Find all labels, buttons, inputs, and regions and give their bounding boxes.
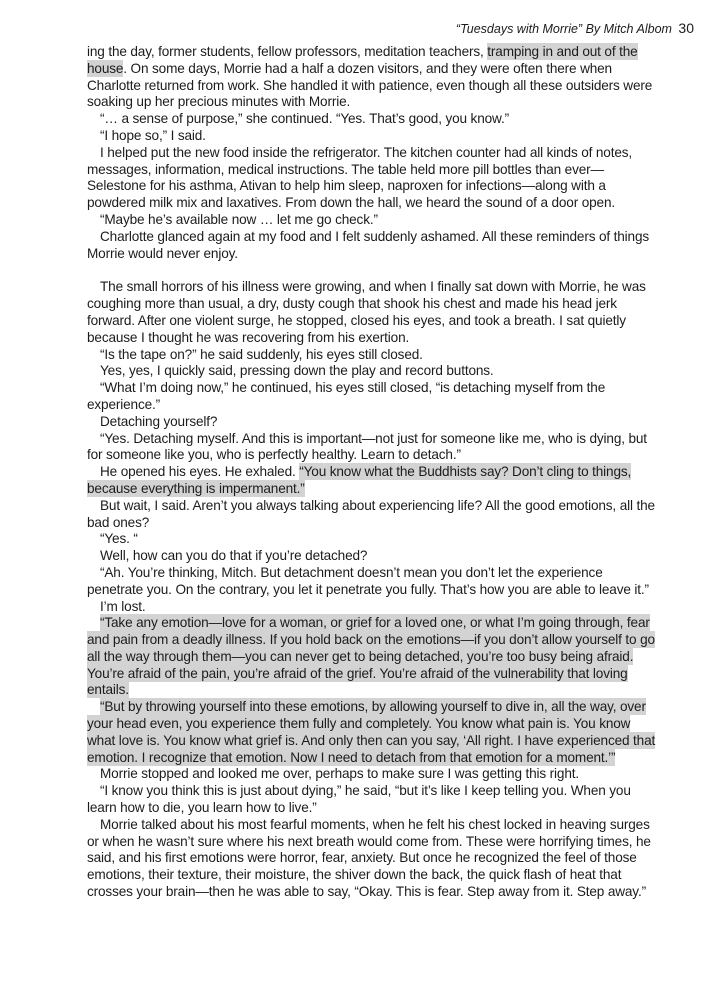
text-run: “Maybe he’s available now … let me go check.” <box>100 211 378 227</box>
paragraph <box>87 111 662 128</box>
highlighted-text[interactable]: tramping in and out of the house <box>87 44 638 76</box>
text-run: “Ah. You’re thinking, Mitch. But detachment doesn’t mean you don’t let the experience penetrate you. On the contrary, you let it penetrate you fully. That’s how you are able to leave it.” <box>87 564 649 597</box>
highlighted-text[interactable]: “You know what the Buddhists say? Don’t cling to things, because everything is impermanent.” <box>87 464 632 496</box>
paragraph <box>87 531 662 548</box>
paragraph <box>87 783 662 817</box>
text-run: “Is the tape on?” he said suddenly, his eyes still closed. <box>100 346 423 362</box>
body-text <box>87 44 662 901</box>
text-run: Detaching yourself? <box>100 413 218 429</box>
paragraph <box>87 229 662 263</box>
paragraph <box>87 599 662 616</box>
running-header <box>456 19 694 38</box>
text-run: “What I’m doing now,” he continued, his eyes still closed, “is detaching myself from the experience.” <box>87 380 606 412</box>
text-run: But wait, I said. Aren’t you always talking about experiencing life? All the good emotions, all the bad ones? <box>87 497 655 530</box>
paragraph <box>87 817 662 901</box>
book-title: “Tuesdays with Morrie” By Mitch Albom <box>455 22 672 36</box>
text-run: “I know you think this is just about dying,” he said, “but it’s like I keep telling you. When you learn how to die, you learn how to live.” <box>87 783 631 816</box>
highlighted-text[interactable]: “But by throwing yourself into these emotions, by allowing yourself to dive in, all the way, over your head even, you experience them fully and completely. You know what pain is. You know what love is. You know what grief is. And only then can you say, ‘All right. I have experienced that emotion. I recognize that emotion. Now I need to detach from that emotion for a moment.’” <box>87 699 656 765</box>
paragraph <box>87 347 662 364</box>
text-run: Morrie talked about his most fearful moments, when he felt his chest locked in heaving surges or when he wasn’t sure where his next breath would come from. These were horrifying times, he said, and his first emotions were horror, fear, anxiety. But once he recognized the feel of those emotions, their texture, their moisture, the shiver down the back, the quick flash of heat that crosses your brain—then he was able to say, “Okay. This is fear. Step away from it. Step away.” <box>87 816 651 900</box>
text-run: “Yes. Detaching myself. And this is important—not just for someone like me, who is dying, but for someone like you, who is perfectly healthy. Learn to detach.” <box>87 430 647 463</box>
text-run: “Yes. “ <box>100 531 138 547</box>
paragraph <box>87 498 662 532</box>
text-run: ing the day, former students, fellow professors, meditation teachers, <box>87 44 488 59</box>
paragraph <box>87 414 662 431</box>
paragraph <box>87 128 662 145</box>
paragraph <box>87 212 662 229</box>
paragraph <box>87 431 662 465</box>
text-run: I helped put the new food inside the refrigerator. The kitchen counter had all kinds of notes, messages, information, medical instructions. The table held more pill bottles than ever—Selestone for his asthma, Ativan to help him sleep, naproxen for infections—along with a powdered milk mix and laxatives. From down the hall, we heard the sound of a door open. <box>87 144 633 211</box>
text-run: Morrie stopped and looked me over, perhaps to make sure I was getting this right. <box>100 766 579 782</box>
text-run: The small horrors of his illness were growing, and when I finally sat down with Morrie, he was coughing more than usual, a dry, dusty cough that shook his chest and made his head jerk forward. After one violent surge, he stopped, closed his eyes, and took a breath. I sat quietly because I thought he was recovering from his exertion. <box>87 279 646 345</box>
paragraph <box>87 565 662 599</box>
paragraph <box>87 464 662 498</box>
text-run: He opened his eyes. He exhaled. <box>100 464 300 480</box>
highlighted-text[interactable]: “Take any emotion—love for a woman, or grief for a loved one, or what I’m going through, fear and pain from a deadly illness. If you hold back on the emotions—if you don’t allow yourself to go all the way through them—you can never get to being detached, you’re too busy being afraid. You’re afraid of the pain, you’re afraid of the grief. You’re afraid of the vulnerability that loving entails. <box>87 615 655 698</box>
paragraph <box>87 145 662 212</box>
paragraph <box>87 44 662 111</box>
text-run: Charlotte glanced again at my food and I felt suddenly ashamed. All these reminders of things Morrie would never enjoy. <box>87 228 650 261</box>
paragraph <box>87 699 662 766</box>
text-run: “… a sense of purpose,” she continued. “Yes. That’s good, you know.” <box>100 111 509 127</box>
paragraph <box>87 380 662 414</box>
text-run: Yes, yes, I quickly said, pressing down the play and record buttons. <box>100 363 494 379</box>
text-run: Well, how can you do that if you’re detached? <box>100 548 368 564</box>
paragraph <box>87 363 662 380</box>
paragraph <box>87 615 662 699</box>
paragraph <box>87 548 662 565</box>
paragraph <box>87 279 662 346</box>
text-run: “I hope so,” I said. <box>100 127 206 143</box>
page-number: 30 <box>678 20 694 36</box>
paragraph <box>87 766 662 783</box>
text-run: I’m lost. <box>100 598 146 614</box>
text-run: . On some days, Morrie had a half a dozen visitors, and they were often there when Charlotte returned from work. She handled it with patience, even though all these outsiders were soaking up her precious minutes with Morrie. <box>87 60 653 110</box>
